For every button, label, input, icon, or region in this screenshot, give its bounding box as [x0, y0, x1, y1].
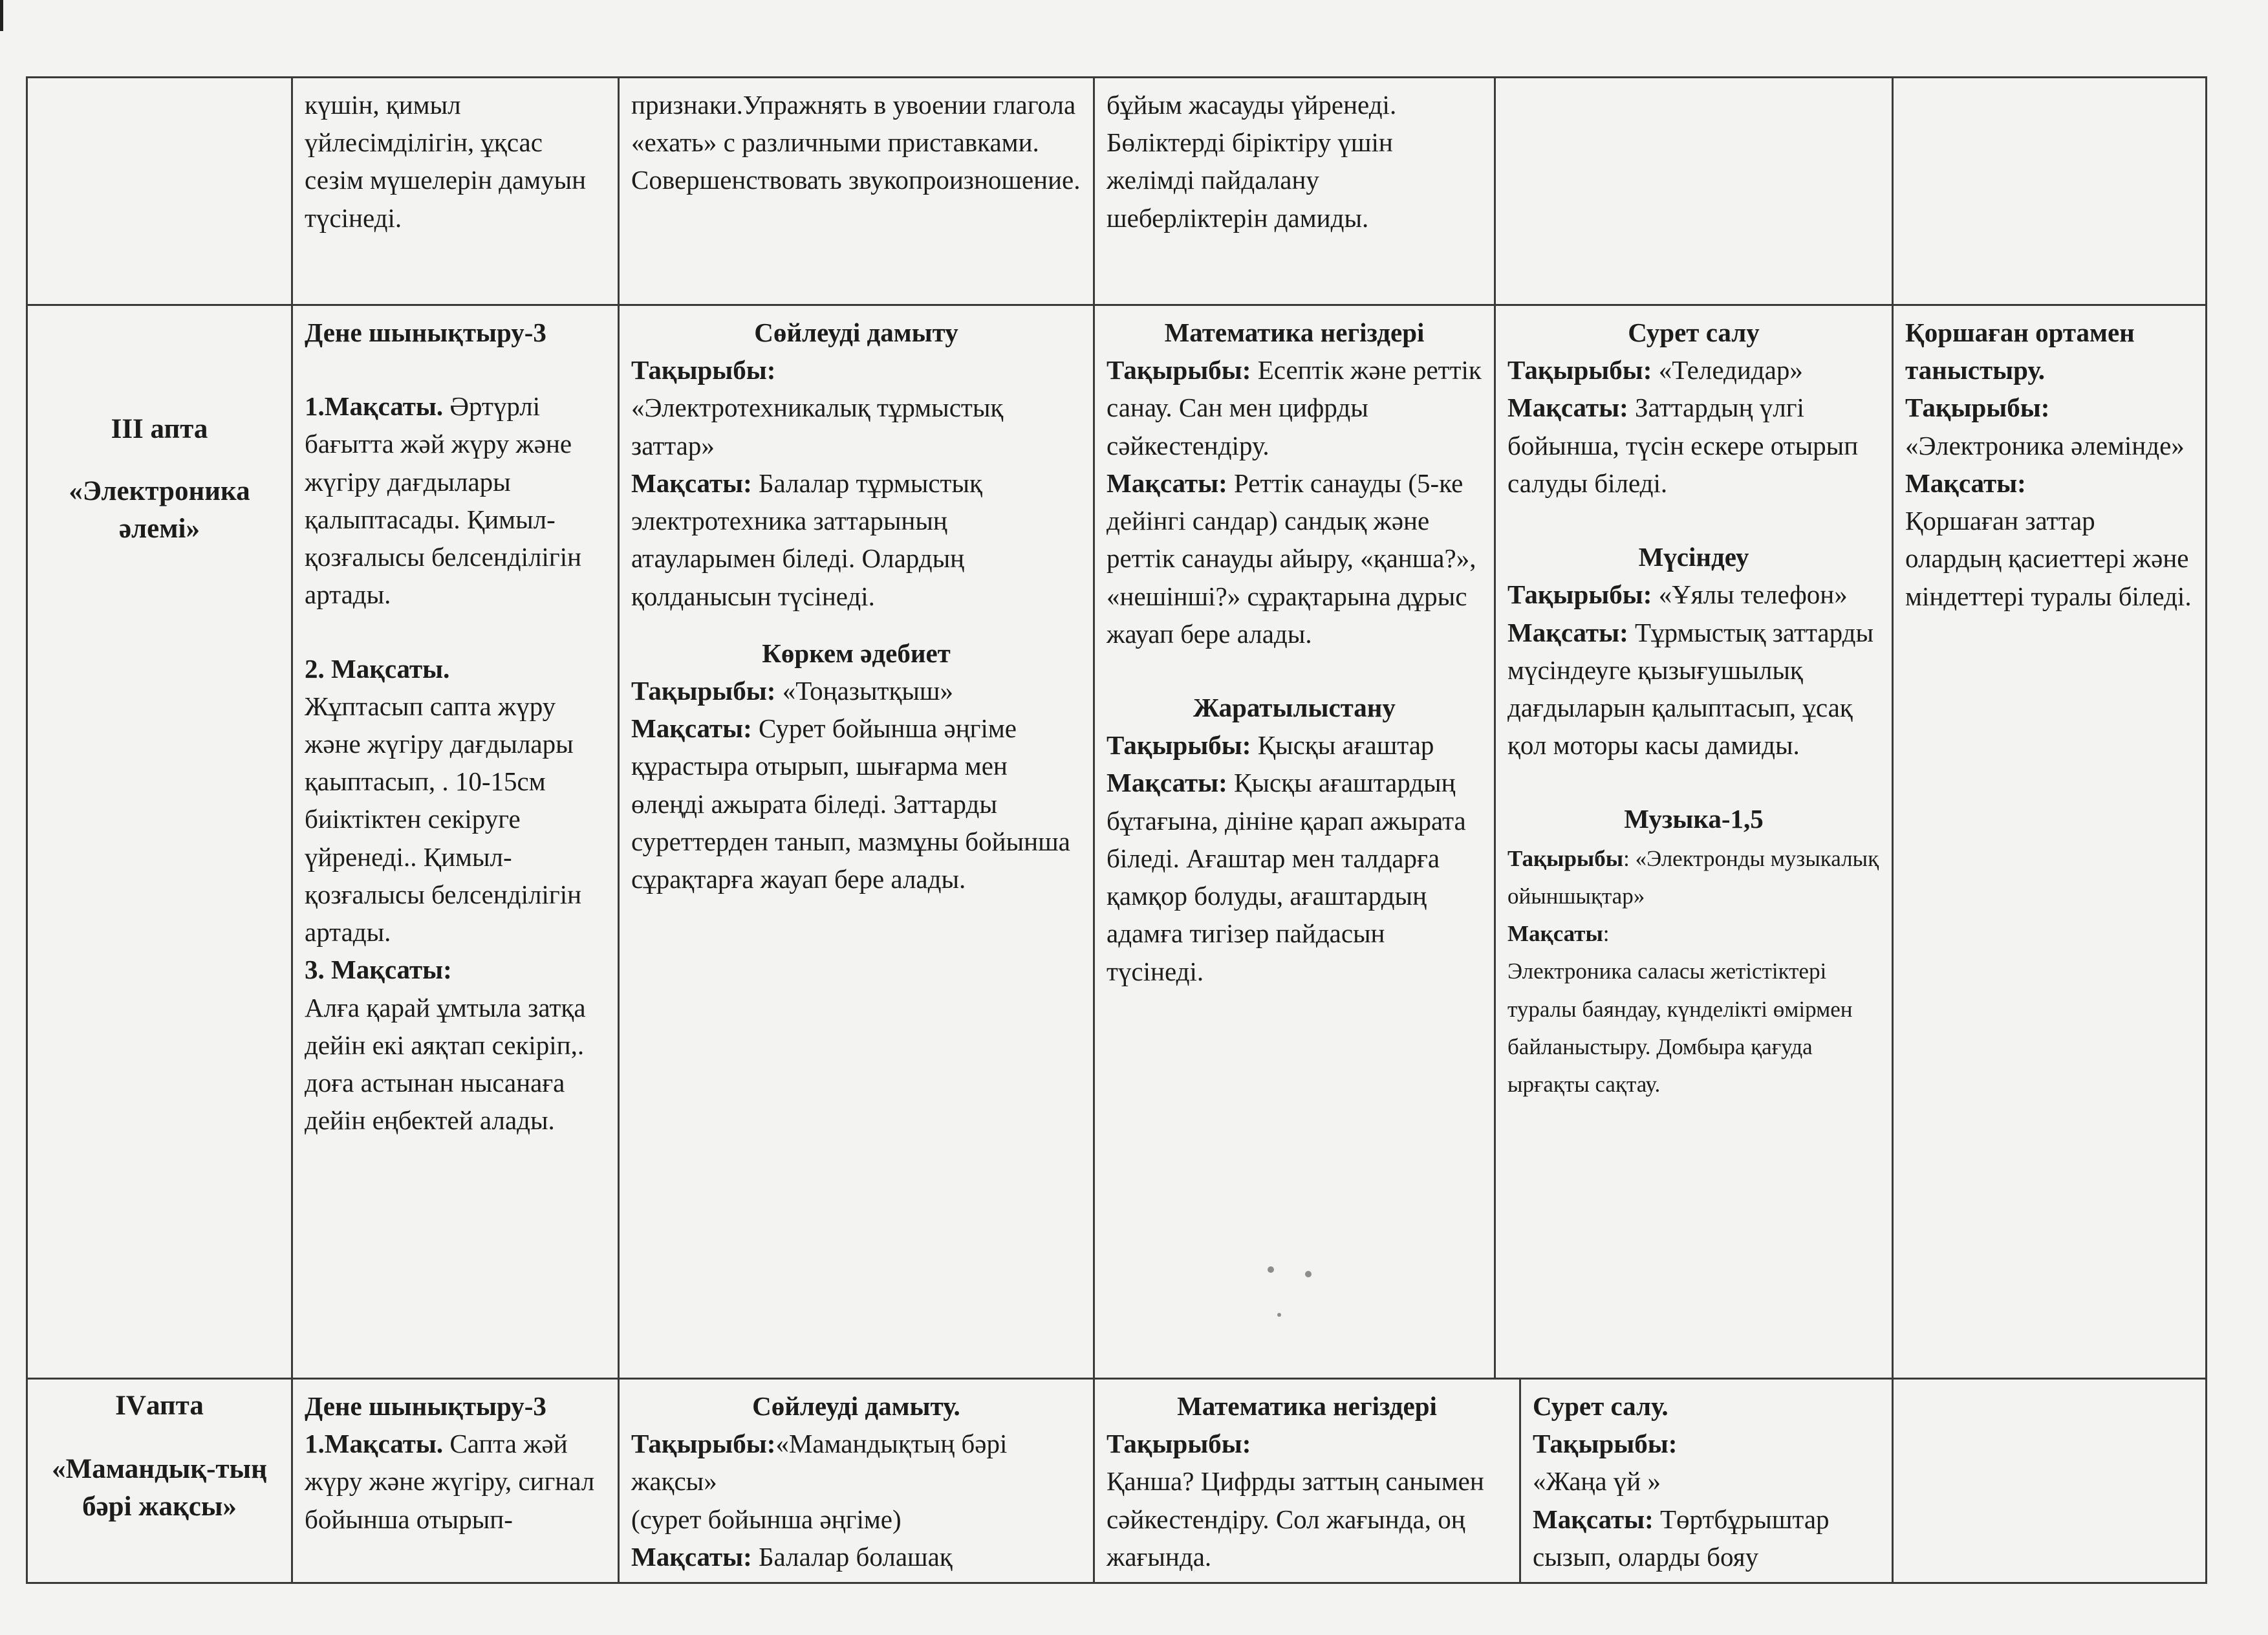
table-row-week-3 [27, 305, 2207, 1379]
subject-title-nature: Жаратылыстану [1193, 692, 1396, 722]
table-row-continuation [27, 78, 2207, 305]
subject-title-drawing: Сурет салу [1628, 318, 1760, 347]
topic-label: Тақырыбы: [631, 355, 776, 385]
topic-text: «Тоңазытқыш» [782, 675, 954, 706]
subject-title-pe: Дене шынықтыру-3 [305, 1391, 546, 1421]
topic-label: Тақырыбы: [1533, 1429, 1678, 1459]
cell-art-week-4 [1520, 1380, 1892, 1582]
goal-3-label: 3. Мақсаты: [305, 955, 452, 985]
goal-text: Қысқы ағаштардың бұтағына, дініне қарап ажырата біледі. Ағаштар мен талдарға қамқор болуды, ағаштардың адамға тигізер пайдасын түсінеді. [1107, 768, 1466, 986]
topic-text: «Ұялы телефон» [1658, 579, 1848, 610]
cell-math-inner [1095, 1380, 1520, 1582]
scan-speck [1268, 1266, 1274, 1273]
goal-1-text: Әртүрлі бағытта жәй жүру және жүгіру дағдылары қалыптасады. Қимыл-қозғалысы белсенділігін артады. [305, 391, 582, 610]
topic-text: Қысқы ағаштар [1257, 730, 1434, 761]
cell-env-empty [1893, 78, 2207, 305]
goal-text: Төртбұрыштар сызып, оларды бояу [1533, 1504, 1830, 1572]
goal-2-label: 2. Мақсаты. [305, 653, 450, 684]
goal-text: Қоршаған заттар олардың қасиеттері және міндеттері туралы біледі. [1905, 506, 2192, 611]
goal-1-text: Сапта жәй жүру және жүгіру, сигнал бойынша отырып- [305, 1429, 595, 1534]
subject-title-speech: Сөйлеуді дамыту. [752, 1391, 960, 1421]
week-label: ІVапта [115, 1391, 204, 1421]
lesson-plan-table [26, 76, 2207, 1584]
topic-label: Тақырыбы: [1107, 730, 1251, 761]
cell-speech-week-4 [619, 1379, 1094, 1583]
topic-text: «Электротехникалық тұрмыстық заттар» [631, 393, 1004, 460]
cell-math-continued: бұйым жасауды үйренеді. Бөліктерді біріктіру үшін желімді пайдалану шеберліктерін дамиды. [1094, 78, 1495, 305]
topic-label: Тақырыбы [1507, 845, 1624, 871]
goal-text: Сурет бойынша әңгіме құрастыра отырып, шығарма мен өлеңді ажырата біледі. Заттарды суреттерден танып, мазмұны бойынша сұрақтарға жауап бере алады. [631, 713, 1070, 894]
topic-text: : «Электронды музыкалық ойыншықтар» [1507, 845, 1879, 909]
goal-label: Мақсаты: [631, 1541, 752, 1572]
cell-env-week-3 [1893, 305, 2207, 1379]
goal-text: Балалар тұрмыстық электротехника заттарының атауларымен біледі. Олардың қолданысын түсінеді. [631, 468, 982, 611]
cell-speech-week-3 [619, 305, 1094, 1379]
topic-label: Тақырыбы: [631, 1429, 776, 1459]
topic-text: Есептік және реттік санау. Сан мен цифрды сәйкестендіру. [1107, 355, 1482, 460]
scan-edge-mark [0, 0, 3, 31]
cell-env-week-4 [1893, 1379, 2207, 1583]
goal-2-text: Жұптасып сапта жүру және жүгіру дағдылары қаыптасып, . 10-15см биіктіктен секіруге үйренеді.. Қимыл-қозғалысы белсенділігін артады. [305, 691, 582, 947]
subject-title-pe: Дене шынықтыру-3 [305, 318, 546, 347]
goal-label: Мақсаты: [631, 713, 752, 744]
goal-label: Мақсаты: [1107, 768, 1227, 798]
week-theme: «Мамандық-тың бәрі жақсы» [52, 1454, 267, 1522]
cell-speech-continued: признаки.Упражнять в увоении глагола «ехать» с различными приставками. Совершенствовать звукопроизношение. [619, 78, 1094, 305]
scan-speck [1305, 1271, 1312, 1277]
goal-text: Балалар болашақ [759, 1541, 953, 1572]
cell-pe-week-4 [292, 1379, 619, 1583]
goal-text: Заттардың үлгі бойынша, түсін ескере отырып салуды біледі. [1507, 393, 1859, 498]
week-theme: «Электроника әлемі» [69, 476, 250, 545]
goal-3-text: Алға қарай ұмтыла затқа дейін екі аяқтап секіріп,. доға астынан нысанаға дейін еңбектей алады. [305, 992, 586, 1136]
subject-title-speech: Сөйлеуді дамыту [754, 318, 958, 347]
cell-pe-week-3 [292, 305, 619, 1379]
topic-label: Тақырыбы: [1905, 393, 2050, 423]
topic-text: «Жаңа үй » [1533, 1466, 1661, 1497]
week-label: ІІІ апта [111, 414, 208, 444]
goal-label: Мақсаты: [631, 468, 752, 498]
goal-label: Мақсаты: [1507, 617, 1628, 647]
goal-text: Тұрмыстық заттарды мүсіндеуге қызығушылық дағдыларын қалыптасып, ұсақ қол моторы касы дамиды. [1507, 617, 1874, 761]
cell-week-empty [27, 78, 292, 305]
goal-1-label: 1.Мақсаты. [305, 1429, 444, 1459]
goal-label: Мақсаты: [1107, 468, 1227, 498]
topic-note: (сурет бойынша әңгіме) [631, 1504, 902, 1534]
cell-math-week-3 [1094, 305, 1495, 1379]
cell-week-3 [27, 305, 292, 1379]
topic-label: Тақырыбы: [1507, 579, 1652, 610]
cell-art-empty [1495, 78, 1893, 305]
subject-title-drawing: Сурет салу. [1533, 1391, 1669, 1421]
goal-text: Электроника саласы жетістіктері туралы баяндау, күнделікті өмірмен байланыстыру. Домбыра қағуда ырғақты сақтау. [1507, 958, 1853, 1097]
topic-label: Тақырыбы: [1507, 355, 1652, 385]
goal-label: Мақсаты: [1533, 1504, 1654, 1534]
goal-label: Мақсаты [1507, 921, 1603, 947]
topic-text: «Мамандықтың бәрі жақсы» [631, 1429, 1008, 1497]
subject-title-modeling: Мүсіндеу [1638, 542, 1749, 572]
cell-math-week-4 [1094, 1379, 1893, 1583]
topic-label: Тақырыбы: [631, 675, 776, 706]
goal-label: Мақсаты: [1905, 468, 2026, 498]
cell-week-4 [27, 1379, 292, 1583]
goal-colon: : [1603, 921, 1610, 947]
cell-pe-continued: күшін, қимыл үйлесімділігін, ұқсас сезім мүшелерін дамуын түсінеді. [292, 78, 619, 305]
cell-art-week-3 [1495, 305, 1893, 1379]
topic-text: Қанша? Цифрды заттың санымен сәйкестендіру. Сол жағында, оң жағында. [1107, 1466, 1484, 1572]
scan-speck [1277, 1313, 1281, 1317]
goal-1-label: 1.Мақсаты. [305, 391, 444, 422]
goal-label: Мақсаты: [1507, 393, 1628, 423]
topic-text: «Электроника әлемінде» [1905, 430, 2185, 460]
subject-title-music: Музыка-1,5 [1624, 804, 1764, 834]
topic-label: Тақырыбы: [1107, 1429, 1251, 1459]
subject-title-literature: Көркем әдебиет [762, 638, 951, 668]
table-row-week-4 [27, 1379, 2207, 1583]
subject-title-math: Математика негіздері [1177, 1391, 1437, 1421]
subject-title-math: Математика негіздері [1164, 318, 1425, 347]
topic-label: Тақырыбы: [1107, 355, 1251, 385]
topic-text: «Теледидар» [1658, 355, 1803, 385]
goal-text: Реттік санауды (5-ке дейінгі сандар) сандық және реттік санауды айыру, «қанша?», «нешінші?» сұрақтарына дұрыс жауап бере алады. [1107, 468, 1476, 649]
subject-title-environment: Қоршаған ортамен таныстыру. [1905, 318, 2135, 385]
